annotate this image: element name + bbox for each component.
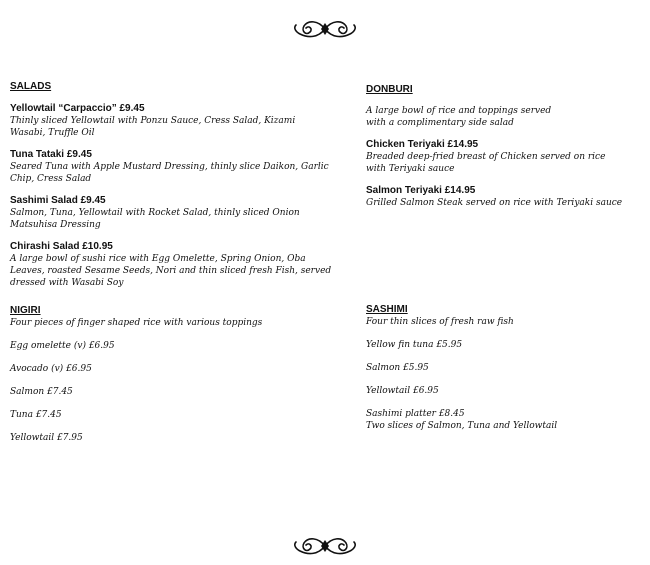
left-column: [10, 80, 355, 444]
scroll-flourish-icon: [290, 533, 360, 559]
nigiri-intro: Four pieces of finger shaped rice with various toppings: [10, 318, 263, 328]
salad-item-name: Tuna Tataki £9.45: [10, 149, 92, 160]
nigiri-item: Egg omelette (v) £6.95: [10, 341, 115, 351]
salad-item-name: Sashimi Salad £9.45: [10, 195, 106, 206]
salad-item: [10, 103, 355, 139]
sashimi-platter: [366, 408, 646, 432]
salad-item: [10, 241, 355, 289]
sashimi-title: SASHIMI: [366, 304, 408, 315]
salad-item: [10, 149, 355, 185]
donburi-item: [366, 185, 646, 209]
salad-item-desc: Salmon, Tuna, Yellowtail with Rocket Salad, thinly sliced Onion Matsuhisa Dressing: [10, 208, 300, 230]
salad-item-desc: Thinly sliced Yellowtail with Ponzu Sauce, Cress Salad, Kizami Wasabi, Truffle Oil: [10, 116, 296, 138]
sashimi-item: Yellow fin tuna £5.95: [366, 340, 463, 350]
sashimi-section: [366, 303, 646, 432]
salad-item: [10, 195, 355, 231]
donburi-intro: A large bowl of rice and toppings served with a complimentary side salad: [366, 106, 552, 128]
nigiri-item: Tuna £7.45: [10, 410, 62, 420]
sashimi-platter-name: Sashimi platter £8.45: [366, 409, 465, 419]
donburi-title: DONBURI: [366, 84, 413, 95]
sashimi-intro: Four thin slices of fresh raw fish: [366, 317, 514, 327]
nigiri-item: Yellowtail £7.95: [10, 433, 83, 443]
salad-item-desc: Seared Tuna with Apple Mustard Dressing, thinly slice Daikon, Garlic Chip, Cress Salad: [10, 162, 329, 184]
nigiri-item: Avocado (v) £6.95: [10, 364, 92, 374]
donburi-item-desc: Breaded deep-fried breast of Chicken served on rice with Teriyaki sauce: [366, 152, 606, 174]
sashimi-item: Yellowtail £6.95: [366, 386, 439, 396]
right-column: [366, 83, 646, 432]
donburi-item: [366, 139, 646, 175]
donburi-item-desc: Grilled Salmon Steak served on rice with Teriyaki sauce: [366, 198, 623, 208]
sashimi-platter-desc: Two slices of Salmon, Tuna and Yellowtail: [366, 421, 558, 431]
scroll-flourish-icon: [290, 16, 360, 42]
donburi-item-name: Chicken Teriyaki £14.95: [366, 139, 479, 150]
nigiri-item: Salmon £7.45: [10, 387, 73, 397]
salad-item-name: Yellowtail “Carpaccio” £9.45: [10, 103, 145, 114]
sashimi-item: Salmon £5.95: [366, 363, 429, 373]
salads-title: SALADS: [10, 81, 52, 92]
nigiri-title: NIGIRI: [10, 305, 41, 316]
bottom-ornament: [0, 533, 650, 559]
salad-item-name: Chirashi Salad £10.95: [10, 241, 113, 252]
salad-item-desc: A large bowl of sushi rice with Egg Omelette, Spring Onion, Oba Leaves, roasted Sesame Seeds, Nori and thin sliced fresh Fish, served dressed with Wasabi Soy: [10, 254, 332, 288]
top-ornament: [0, 16, 650, 42]
nigiri-section: [10, 304, 355, 444]
donburi-item-name: Salmon Teriyaki £14.95: [366, 185, 476, 196]
